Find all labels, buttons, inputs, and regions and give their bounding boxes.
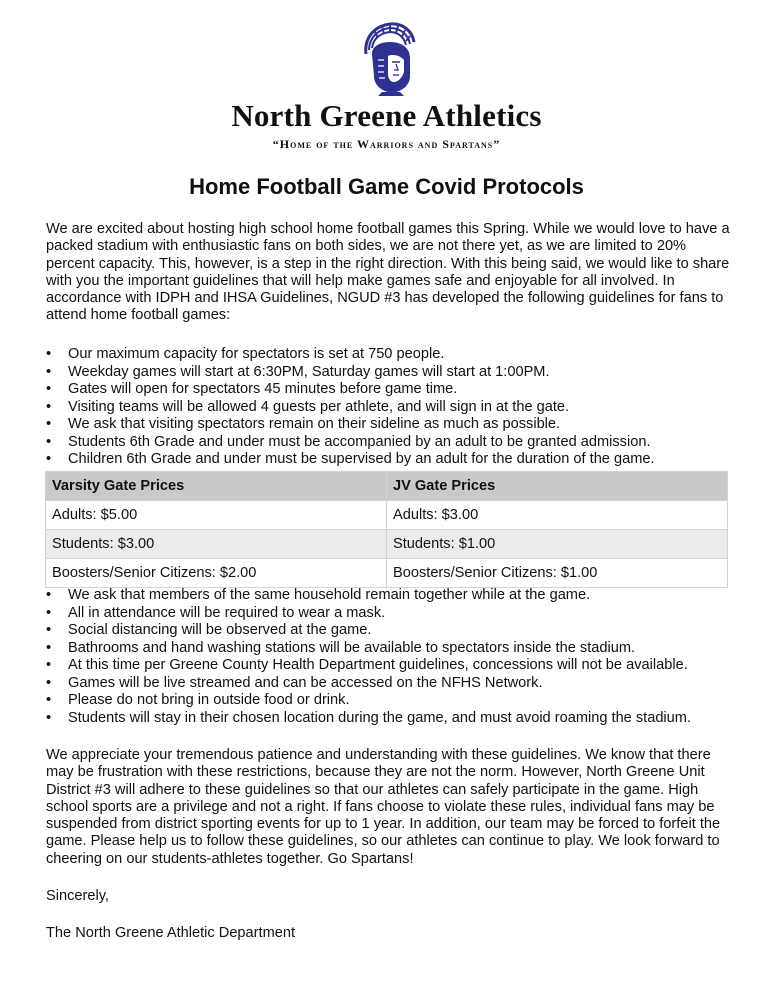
spartan-warrior-helmet-icon: [352, 20, 422, 96]
intro-paragraph: We are excited about hosting high school home football games this Spring. While we would love to have a packed stadium with enthusiastic fans on both sides, we are not there yet, as we are limited to 20% percent capacity. This, however, is a step in the right direction. With this being said, we would like to share with you the important guidelines that will help make games safe and enjoyable for all involved. In accordance with IDPH and IHSA Guidelines, NGUD #3 has developed the following guidelines for fans to attend home football games:: [46, 221, 730, 324]
list-item: • Children 6th Grade and under must be supervised by an adult for the duration of the game.: [46, 451, 746, 469]
table-cell: Boosters/Senior Citizens: $1.00: [387, 559, 728, 588]
list-item: • Gates will open for spectators 45 minutes before game time.: [46, 381, 746, 399]
table-cell: Adults: $3.00: [387, 501, 728, 530]
list-item: • Bathrooms and hand washing stations will be available to spectators inside the stadium.: [46, 640, 746, 658]
table-cell: Students: $3.00: [46, 530, 387, 559]
table-header-row: [46, 472, 728, 501]
guidelines-list-first: [46, 346, 746, 469]
table-cell: Students: $1.00: [387, 530, 728, 559]
list-item: • Visiting teams will be allowed 4 guests per athlete, and will sign in at the gate.: [46, 399, 746, 417]
list-item: • Students will stay in their chosen location during the game, and must avoid roaming the stadium.: [46, 710, 746, 728]
table-row: [46, 559, 728, 588]
jv-prices-header: JV Gate Prices: [387, 472, 728, 501]
list-item: • All in attendance will be required to wear a mask.: [46, 605, 746, 623]
organization-name: North Greene Athletics: [231, 98, 542, 133]
table-row: [46, 501, 728, 530]
list-item: • Social distancing will be observed at the game.: [46, 622, 746, 640]
closing-paragraph: We appreciate your tremendous patience and understanding with these guidelines. We know that there may be frustration with these restrictions, because they are not the norm. However, North Greene Unit District #3 will adhere to these guidelines so that our athletes can safely participate in the game. High school sports are a privilege and not a right. If fans choose to violate these rules, individual fans may be suspended from district sporting events for up to 1 year. In addition, our team may be forced to forfeit the game. Please help us to follow these guidelines, so our athletes can continue to play. We look forward to cheering on our students-athletes together. Go Spartans!: [46, 747, 721, 867]
list-item: • Students 6th Grade and under must be accompanied by an adult to be granted admission.: [46, 434, 746, 452]
list-item: • We ask that visiting spectators remain on their sideline as much as possible.: [46, 416, 746, 434]
table-cell: Boosters/Senior Citizens: $2.00: [46, 559, 387, 588]
list-item: • At this time per Greene County Health Department guidelines, concessions will not be available.: [46, 657, 746, 675]
signature-line: The North Greene Athletic Department: [46, 925, 296, 941]
list-item: • Weekday games will start at 6:30PM, Saturday games will start at 1:00PM.: [46, 364, 746, 382]
document-title: Home Football Game Covid Protocols: [189, 174, 584, 199]
varsity-prices-header: Varsity Gate Prices: [46, 472, 387, 501]
table-row: [46, 530, 728, 559]
list-item: • Please do not bring in outside food or drink.: [46, 692, 746, 710]
signoff: Sincerely,: [46, 888, 109, 904]
list-item: • Our maximum capacity for spectators is set at 750 people.: [46, 346, 746, 364]
guidelines-list-second: [46, 587, 746, 727]
list-item: • We ask that members of the same household remain together while at the game.: [46, 587, 746, 605]
organization-tagline: “Home of the Warriors and Spartans”: [272, 137, 501, 151]
list-item: • Games will be live streamed and can be accessed on the NFHS Network.: [46, 675, 746, 693]
table-cell: Adults: $5.00: [46, 501, 387, 530]
gate-prices-table: [45, 471, 728, 588]
